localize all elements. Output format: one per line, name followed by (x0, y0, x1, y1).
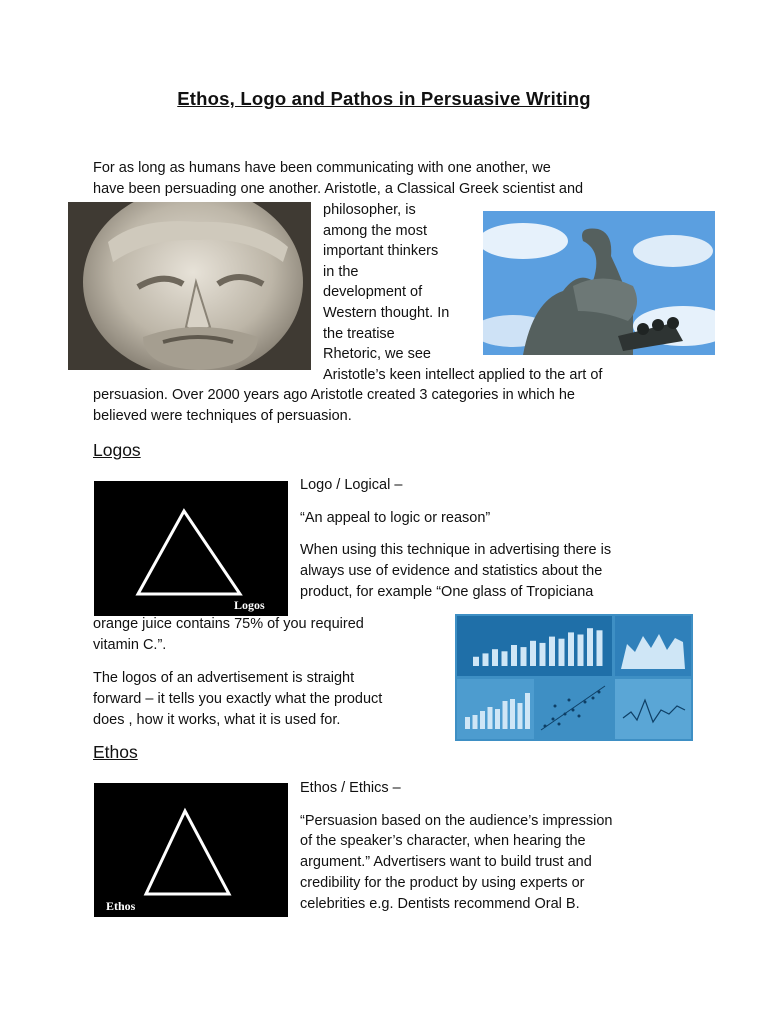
intro-line-1: For as long as humans have been communicating with one another, we (93, 160, 551, 176)
ethos-body-line-4: credibility for the product by using experts or (300, 875, 585, 891)
chart-bar (488, 707, 493, 729)
logos-para2-line-1: The logos of an advertisement is straight (93, 670, 355, 686)
logos-body-line-2: always use of evidence and statistics about the (300, 563, 603, 579)
intro-wrap-line-9: Aristotle’s keen intellect applied to the art of (323, 367, 603, 383)
logos-body-line-3: product, for example “One glass of Tropiciana (300, 584, 594, 600)
logos-para2-line-3: does , how it works, what it is used for. (93, 712, 341, 728)
chart-bar (518, 703, 523, 729)
chart-bar (465, 717, 470, 729)
logos-triangle-image (94, 481, 288, 616)
logos-subtitle: Logo / Logical – (300, 477, 403, 493)
chart-bar (521, 647, 527, 666)
intro-wrap-line-3: important thinkers (323, 243, 439, 259)
ethos-triangle-label: Ethos (106, 899, 136, 913)
intro-wrap-line-6: Western thought. In (323, 305, 450, 321)
logos-continued-line-1: orange juice contains 75% of you required (93, 616, 364, 632)
chart-bar (473, 657, 479, 666)
intro-wrap-line-1: philosopher, is (323, 202, 416, 218)
chart-bar (559, 639, 565, 666)
logos-triangle-icon (138, 511, 240, 594)
charts-illustration (455, 614, 693, 741)
ethos-body-line-2: of the speaker’s character, when hearing the (300, 833, 586, 849)
chart-bar (492, 649, 498, 666)
intro-wrap-line-5: development of (323, 284, 423, 300)
chart-bar (510, 699, 515, 729)
logos-quote: “An appeal to logic or reason” (300, 510, 491, 526)
chart-bar (473, 715, 478, 729)
logos-para2-line-2: forward – it tells you exactly what the product (93, 691, 383, 707)
ethos-body-line-5: celebrities e.g. Dentists recommend Oral B. (300, 896, 580, 912)
logos-body-line-1: When using this technique in advertising there is (300, 542, 612, 558)
ethos-triangle-icon (146, 811, 229, 894)
ethos-subtitle: Ethos / Ethics – (300, 780, 401, 796)
aristotle-bust-image (68, 202, 311, 370)
logos-triangle-label: Logos (234, 598, 265, 612)
intro-bottom-line-1: persuasion. Over 2000 years ago Aristotle created 3 categories in which he (93, 387, 575, 403)
intro-line-2: have been persuading one another. Aristotle, a Classical Greek scientist and (93, 181, 584, 197)
logos-continued-line-2: vitamin C.”. (93, 637, 167, 653)
chart-bar (578, 635, 584, 667)
chart-bar (568, 632, 574, 666)
chart-bar (480, 711, 485, 729)
ethos-heading: Ethos (93, 742, 138, 762)
chart-bar (597, 630, 603, 666)
chart-bar (549, 637, 555, 666)
intro-wrap-line-4: in the (323, 264, 359, 280)
logos-heading: Logos (93, 440, 141, 460)
chart-bar (495, 709, 500, 729)
ethos-body-line-3: argument.” Advertisers want to build trust and (300, 854, 592, 870)
intro-bottom-line-2: believed were techniques of persuasion. (93, 408, 352, 424)
chart-bar (511, 645, 517, 666)
page-title: Ethos, Logo and Pathos in Persuasive Writing (177, 88, 591, 109)
ethos-body-line-1: “Persuasion based on the audience’s impression (300, 813, 613, 829)
chart-bar (525, 693, 530, 729)
chart-bar (530, 641, 536, 666)
chart-bar (503, 701, 508, 729)
ethos-triangle-image (94, 783, 288, 917)
intro-wrap-line-2: among the most (323, 223, 427, 239)
chart-bar (587, 628, 593, 666)
intro-wrap-line-7: the treatise (323, 326, 395, 342)
intro-wrap-line-8: Rhetoric, we see (323, 346, 431, 362)
chart-bar (483, 653, 489, 666)
chart-bar (540, 643, 546, 666)
aristotle-statue-image (483, 211, 715, 355)
chart-bar (502, 651, 508, 666)
